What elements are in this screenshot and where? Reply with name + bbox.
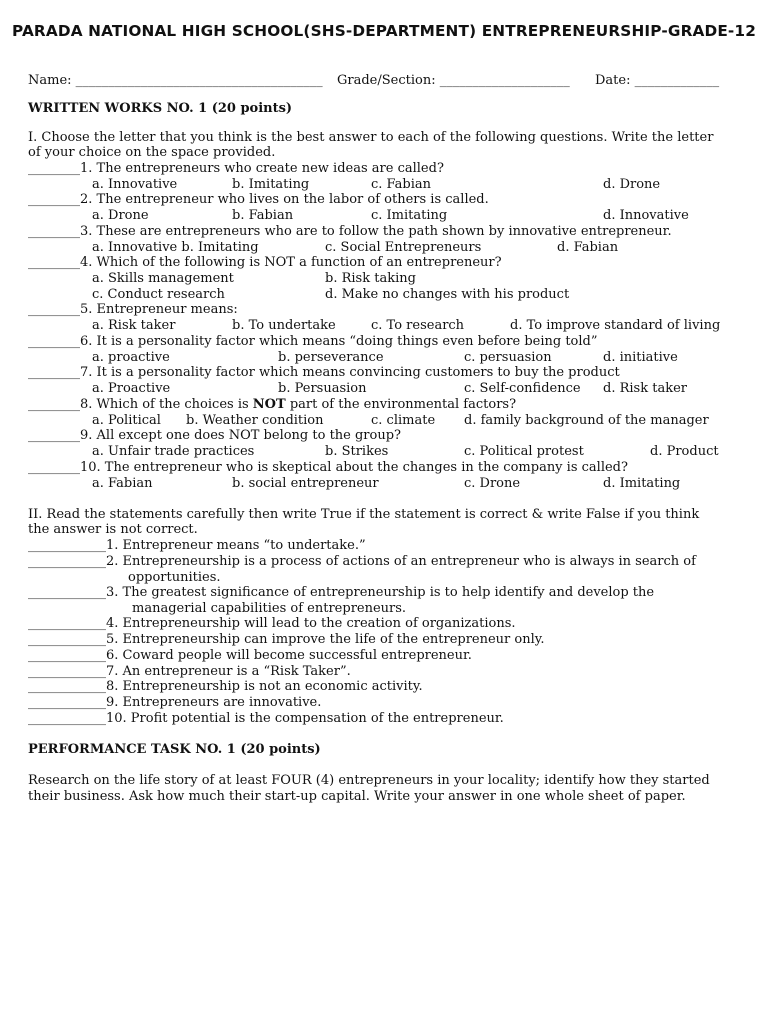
choice-5d: d. To improve standard of living bbox=[510, 318, 721, 333]
tf-item-2: ____________2. Entrepreneurship is a process of actions of an entrepreneur who is always in search of bbox=[28, 554, 696, 569]
choice-1c: c. Fabian bbox=[371, 177, 432, 192]
choice-4c: c. Conduct research bbox=[92, 287, 225, 302]
question-8-text-end: part of the environmental factors? bbox=[285, 397, 517, 412]
part2-instructions-line-2: the answer is not correct. bbox=[28, 522, 198, 537]
performance-task-body-line-2: their business. Ask how much their start-up capital. Write your answer in one whole sheet of paper. bbox=[28, 789, 686, 804]
question-2: ________2. The entrepreneur who lives on the labor of others is called. bbox=[28, 192, 489, 207]
choice-1d: d. Drone bbox=[603, 177, 661, 192]
written-works-title: WRITTEN WORKS NO. 1 (20 points) bbox=[28, 101, 293, 116]
question-8-text-start: ________8. Which of the choices is bbox=[28, 397, 253, 412]
instructions-line-1: I. Choose the letter that you think is the best answer to each of the following questions. Write the letter bbox=[28, 130, 714, 145]
choice-2d: d. Innovative bbox=[603, 208, 689, 223]
tf-item-7: ____________7. An entrepreneur is a “Risk Taker”. bbox=[28, 664, 351, 679]
choice-9d: d. Product bbox=[650, 444, 719, 459]
choice-9a: a. Unfair trade practices bbox=[92, 444, 255, 459]
choice-6a: a. proactive bbox=[92, 350, 170, 365]
question-8-emphasis: NOT bbox=[252, 397, 286, 412]
question-9: ________9. All except one does NOT belong to the group? bbox=[28, 428, 402, 443]
part2-instructions-line-1: II. Read the statements carefully then write True if the statement is correct & write False if you think bbox=[28, 507, 700, 522]
performance-task-title: PERFORMANCE TASK NO. 1 (20 points) bbox=[28, 742, 321, 757]
question-5: ________5. Entrepreneur means: bbox=[28, 302, 238, 317]
date-field-label: Date: _____________ bbox=[595, 73, 720, 88]
grade-section-field-label: Grade/Section: ____________________ bbox=[337, 73, 570, 88]
tf-item-1: ____________1. Entrepreneur means “to undertake.” bbox=[28, 538, 366, 553]
question-10: ________10. The entrepreneur who is skeptical about the changes in the company is called? bbox=[28, 460, 628, 475]
choice-6d: d. initiative bbox=[603, 350, 678, 365]
choice-3d: d. Fabian bbox=[557, 240, 619, 255]
question-7: ________7. It is a personality factor which means convincing customers to buy the product bbox=[28, 365, 620, 380]
tf-item-3-continued: managerial capabilities of entrepreneurs. bbox=[132, 601, 407, 616]
choice-8d: d. family background of the manager bbox=[464, 413, 709, 428]
choice-9b: b. Strikes bbox=[325, 444, 389, 459]
question-4: ________4. Which of the following is NOT a function of an entrepreneur? bbox=[28, 255, 502, 270]
choice-7a: a. Proactive bbox=[92, 381, 171, 396]
name-field-label: Name: ______________________________________ bbox=[28, 73, 323, 88]
tf-item-8: ____________8. Entrepreneurship is not an economic activity. bbox=[28, 679, 423, 694]
tf-item-10: ____________10. Profit potential is the compensation of the entrepreneur. bbox=[28, 711, 504, 726]
choice-2b: b. Fabian bbox=[232, 208, 294, 223]
choice-8b: b. Weather condition bbox=[186, 413, 324, 428]
tf-item-9: ____________9. Entrepreneurs are innovative. bbox=[28, 695, 322, 710]
choice-3c: c. Social Entrepreneurs bbox=[325, 240, 482, 255]
choice-6b: b. perseverance bbox=[278, 350, 384, 365]
choice-2c: c. Imitating bbox=[371, 208, 448, 223]
choice-1b: b. Imitating bbox=[232, 177, 310, 192]
choice-3ab: a. Innovative b. Imitating bbox=[92, 240, 259, 255]
choice-4d: d. Make no changes with his product bbox=[325, 287, 570, 302]
tf-item-2-continued: opportunities. bbox=[128, 570, 221, 585]
choice-4b: b. Risk taking bbox=[325, 271, 416, 286]
instructions-line-2: of your choice on the space provided. bbox=[28, 145, 276, 160]
question-3: ________3. These are entrepreneurs who are to follow the path shown by innovative entrepreneur. bbox=[28, 224, 672, 239]
question-1: ________1. The entrepreneurs who create new ideas are called? bbox=[28, 161, 444, 176]
choice-5c: c. To research bbox=[371, 318, 465, 333]
question-8 bbox=[28, 397, 516, 412]
choice-1a: a. Innovative bbox=[92, 177, 178, 192]
choice-7c: c. Self-confidence bbox=[464, 381, 581, 396]
question-6: ________6. It is a personality factor which means “doing things even before being told” bbox=[28, 334, 598, 349]
choice-5a: a. Risk taker bbox=[92, 318, 176, 333]
choice-5b: b. To undertake bbox=[232, 318, 336, 333]
choice-8c: c. climate bbox=[371, 413, 436, 428]
choice-10b: b. social entrepreneur bbox=[232, 476, 379, 491]
choice-4a: a. Skills management bbox=[92, 271, 234, 286]
tf-item-5: ____________5. Entrepreneurship can improve the life of the entrepreneur only. bbox=[28, 632, 545, 647]
choice-7b: b. Persuasion bbox=[278, 381, 367, 396]
choice-10a: a. Fabian bbox=[92, 476, 153, 491]
performance-task-body-line-1: Research on the life story of at least FOUR (4) entrepreneurs in your locality; identify how they started bbox=[28, 773, 710, 788]
tf-item-3: ____________3. The greatest significance of entrepreneurship is to help identify and develop the bbox=[28, 585, 655, 600]
choice-10d: d. Imitating bbox=[603, 476, 681, 491]
choice-10c: c. Drone bbox=[464, 476, 521, 491]
choice-9c: c. Political protest bbox=[464, 444, 584, 459]
tf-item-6: ____________6. Coward people will become successful entrepreneur. bbox=[28, 648, 472, 663]
choice-2a: a. Drone bbox=[92, 208, 149, 223]
school-header: PARADA NATIONAL HIGH SCHOOL(SHS-DEPARTMENT) ENTREPRENEURSHIP-GRADE-12 bbox=[11, 22, 757, 40]
choice-8a: a. Political bbox=[92, 413, 161, 428]
choice-6c: c. persuasion bbox=[464, 350, 552, 365]
choice-7d: d. Risk taker bbox=[603, 381, 687, 396]
tf-item-4: ____________4. Entrepreneurship will lead to the creation of organizations. bbox=[28, 616, 516, 631]
